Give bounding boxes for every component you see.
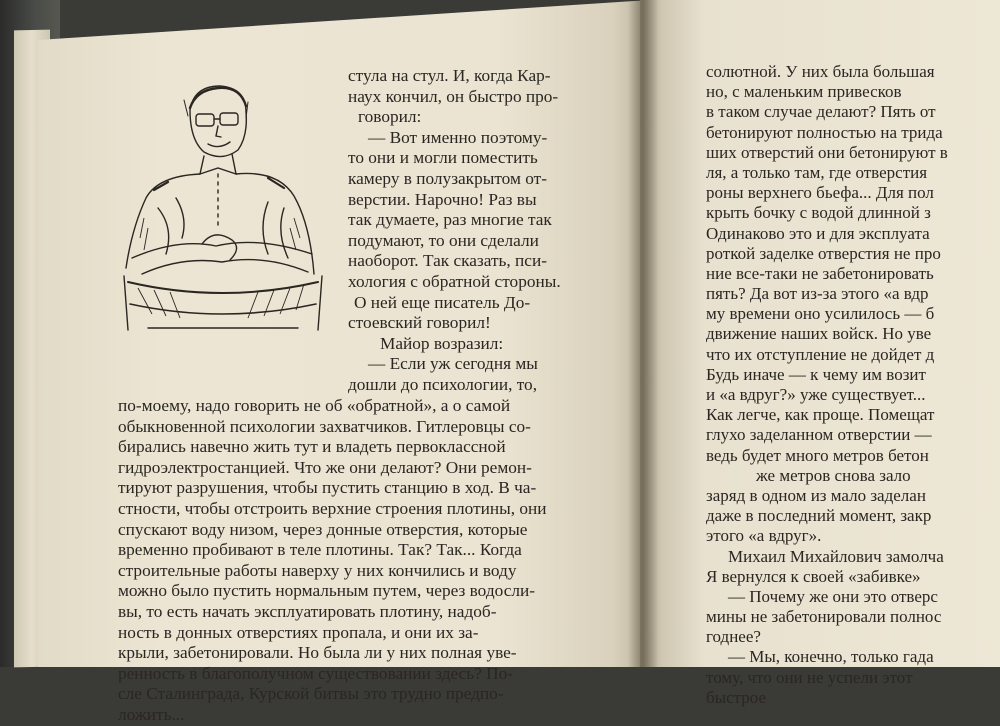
text-line: говорил: [358, 107, 422, 127]
text-line: же метров снова зало [756, 465, 911, 485]
text-line: О ней еще писатель До- [354, 292, 531, 312]
text-line: наух кончил, он быстро про- [348, 86, 559, 106]
text-line: по-моему, надо говорить не об «обратной», а о самой [118, 396, 511, 415]
text-line: но, с маленьким привесков [706, 82, 902, 102]
text-line: временно пробивают в теле плотины. Так? Так... Когда [118, 540, 522, 560]
text-line: хология с обратной стороны. [348, 271, 561, 291]
text-line: ведь будет много метров бетон [706, 445, 929, 465]
text-line: и «а вдруг?» уже существует... [706, 385, 926, 404]
text-line: ших отверстий они бетонируют в [706, 142, 948, 162]
text-line: спускают воду низом, через донные отверстия, которые [118, 519, 528, 539]
text-line: ность в донных отверстиях пропала, и они их за- [118, 622, 479, 642]
text-line: стоевский говорил! [348, 313, 491, 333]
text-line: роткой заделке отверстия не про [706, 243, 941, 263]
text-line: роны верхнего бьефа... Для пол [706, 183, 934, 203]
text-line: стула на стул. И, когда Кар- [348, 66, 551, 85]
text-line: дошли до психологии, то, [348, 374, 538, 394]
text-line: так думаете, раз многие так [348, 210, 552, 230]
text-line: — Если уж сегодня мы [368, 354, 538, 374]
text-line: в таком случае делают? Пять от [706, 102, 936, 122]
text-line: бирались навечно жить тут и владеть первоклассной [118, 437, 506, 457]
text-line: ренность в благополучном существовании здесь? По- [118, 663, 514, 683]
text-line: стности, чтобы отстроить верхние строения плотины, они [118, 498, 547, 518]
text-line: крыть бочку с водой длинной з [706, 203, 931, 223]
text-line: вы, то есть начать эксплуатировать плотину, надоб- [118, 601, 497, 621]
text-line: пять? Да вот из-за этого «а вдр [706, 284, 929, 304]
text-line: движение наших войск. Но уве [706, 324, 932, 344]
text-line: даже в последний момент, закр [706, 506, 932, 526]
text-line: Я вернулся к своей «забивке» [706, 566, 921, 586]
text-line: — Почему же они это отверс [728, 586, 938, 606]
text-line: крыли, забетонировали. Но была ли у них полная уве- [118, 643, 517, 663]
text-line: Как легче, как проще. Помещат [706, 405, 935, 425]
text-line: подумают, то они сделали [348, 230, 539, 250]
left-full-text [118, 396, 547, 726]
text-line: ля, а только там, где отверстия [706, 162, 928, 182]
text-line: быстрое [706, 687, 767, 707]
text-line: Михаил Михайлович замолча [728, 546, 944, 566]
text-line: можно было пустить нормальным путем, через водосли- [118, 581, 535, 601]
text-line: мины не забетонировали полнос [706, 607, 942, 627]
portrait-illustration [118, 78, 332, 342]
text-line: годнее? [706, 627, 761, 647]
text-line: ложить... [118, 704, 185, 724]
text-line: — Мы, конечно, только гада [728, 647, 934, 667]
text-line: му времени оно усилилось — б [706, 304, 935, 324]
text-line: Будь иначе — к чему им возит [706, 364, 926, 384]
text-line: солютной. У них была большая [706, 62, 935, 81]
text-line: заряд в одном из мало заделан [706, 485, 926, 505]
text-line: гидроэлектростанцией. Что же они делают? Они ремон- [118, 457, 532, 477]
text-line: Майор возразил: [380, 333, 504, 353]
text-line: глухо заделанном отверстии — [706, 425, 932, 445]
text-line: то они и могли поместить [348, 148, 538, 168]
text-line: что их отступление не дойдет д [706, 344, 935, 364]
text-line: тому, что они не успели этот [706, 667, 913, 687]
text-line: обыкновенной психологии захватчиков. Гитлеровцы со- [118, 416, 531, 436]
text-line: сле Сталинграда, Курской битвы это трудно предпо- [118, 684, 504, 704]
text-line: камеру в полузакрытом от- [348, 168, 547, 188]
text-line: Одинаково это и для эксплуата [706, 223, 930, 243]
text-line: верстии. Нарочно! Раз вы [348, 189, 537, 209]
left-column-text [348, 66, 561, 396]
book-gutter [628, 0, 658, 667]
text-line: тируют разрушения, чтобы пустить станцию в ход. В ча- [118, 478, 537, 498]
text-line: — Вот именно поэтому- [368, 127, 548, 147]
text-line: наоборот. Так сказать, пси- [348, 251, 547, 271]
text-line: строительные работы наверху у них кончились и воду [118, 560, 517, 580]
right-page-clip [660, 0, 1000, 707]
text-line: ние все-таки не забетонировать [706, 263, 934, 283]
right-page-text [706, 62, 948, 708]
text-line: этого «а вдруг». [706, 526, 822, 546]
text-line: бетонируют полностью на трида [706, 122, 943, 142]
